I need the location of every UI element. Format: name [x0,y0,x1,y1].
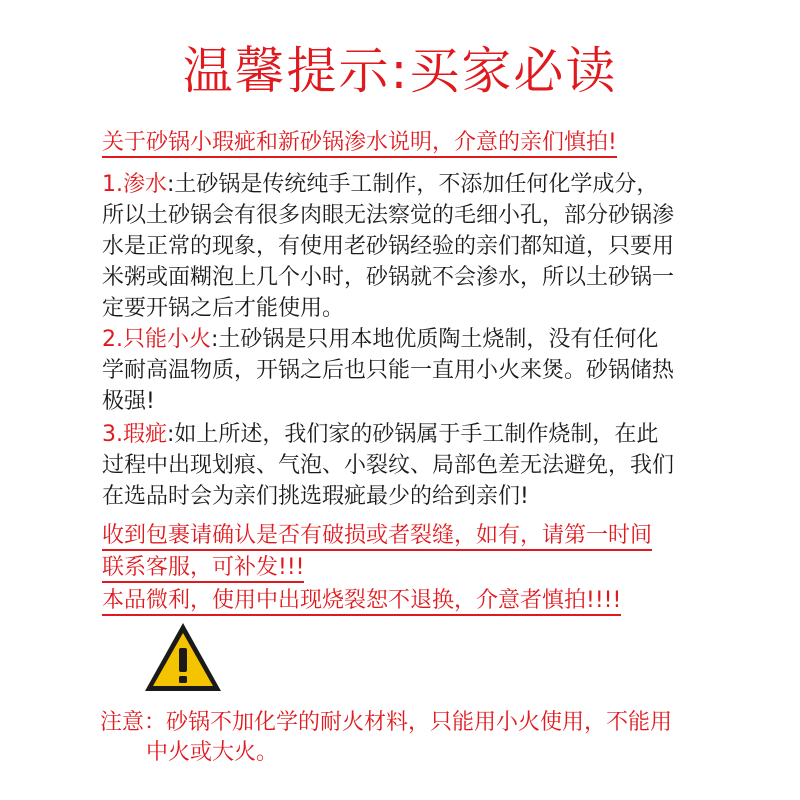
notice-text: 本品微利，使用中出现烧裂恕不退换，介意者慎拍!!!! [102,588,621,616]
section-3-heading: 3.瑕疵 [102,422,167,447]
notice-text: 收到包裹请确认是否有破损或者裂缝，如有，请第一时间 [102,523,652,551]
section-1-first-line [102,170,658,200]
section-1-line: 水是正常的现象，有使用老砂锅经验的亲们都知道，只要用 [102,234,675,259]
footer-note-line: 注意：砂锅不加化学的耐火材料，只能用小火使用，不能用 [100,710,673,735]
section-2-line: 极强! [102,389,155,414]
notice-text: 联系客服，可补发!!! [102,555,304,583]
warning-triangle-icon [142,620,224,694]
section-3-line: 在选品时会为亲们挑选瑕疵最少的给到亲们! [102,484,529,509]
section-1-line: 米粥或面糊泡上几个小时，砂锅就不会渗水，所以土砂锅一 [102,265,675,290]
intro-text: 关于砂锅小瑕疵和新砂锅渗水说明，介意的亲们慎拍! [102,130,617,158]
page-title: 温馨提示:买家必读 [182,42,618,100]
section-2-line: 学耐高温物质，开锅之后也只能一直用小火来煲。砂锅储热 [102,358,675,383]
notice-line [102,553,304,583]
section-1-heading: 1.渗水 [102,172,167,197]
section-2-heading: 2.只能小火 [102,327,211,352]
section-3-first-line [102,420,658,450]
notice-line [102,521,652,551]
section-2-first-line [102,325,658,355]
section-3-text: :如上所述，我们家的砂锅属于手工制作烧制，在此 [167,422,659,447]
section-1-text: :土砂锅是传统纯手工制作，不添加任何化学成分， [167,172,659,197]
section-3-line: 过程中出现划痕、气泡、小裂纹、局部色差无法避免，我们 [102,453,675,478]
section-1-line: 定要开锅之后才能使用。 [102,296,345,321]
notice-line [102,586,621,616]
section-2-text: :土砂锅是只用本地优质陶土烧制，没有任何化 [211,327,659,352]
footer-note-line: 中火或大火。 [146,740,279,765]
section-1-line: 所以土砂锅会有很多肉眼无法察觉的毛细小孔，部分砂锅渗 [102,203,675,228]
intro-line [102,128,617,158]
